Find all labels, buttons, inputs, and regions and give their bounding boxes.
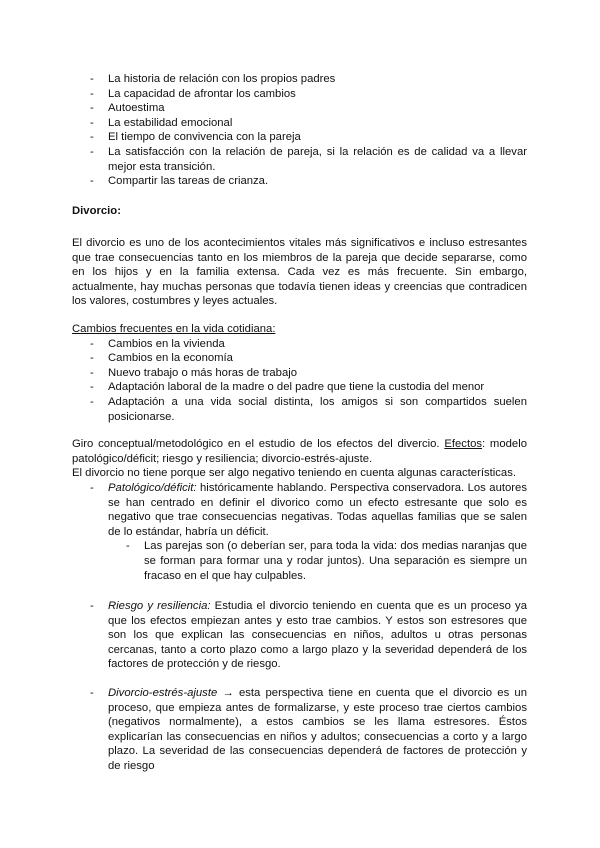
cambios-list: [72, 337, 527, 425]
top-list-block: [72, 72, 527, 189]
divorcio-heading: Divorcio:: [72, 205, 121, 217]
cambios-heading: Cambios frecuentes en la vida cotidiana:: [72, 323, 276, 335]
model-term: Divorcio-estrés-ajuste: [108, 687, 218, 699]
list-item: [72, 599, 527, 672]
list-item: - Las parejas son (o deberían ser, para toda la vida: dos medias naranjas que se forman para formar una y rodar juntos). Una separación es siempre un fracaso en el que hay culpables.: [72, 539, 527, 583]
list-item: - Nuevo trabajo o más horas de trabajo: [72, 366, 527, 381]
cambios-section: [72, 322, 527, 424]
divorcio-intro: El divorcio es uno de los acontecimientos vitales más significativos e incluso estresantes que trae consecuencias tanto en los miembros de la pareja que decide separarse, como en los hijos y en la familia extensa. Cada vez es más frecuente. Sin embargo, actualmente, hay muchas personas que todavía tienen ideas y creencias que contradicen los valores, costumbres y leyes actuales.: [72, 237, 527, 308]
model-list: [72, 686, 527, 774]
model-patologico: [72, 481, 527, 583]
model-list: [72, 481, 527, 539]
list-item: - La capacidad de afrontar los cambios: [72, 87, 527, 102]
giro-paragraph: [72, 437, 527, 466]
list-item: - Cambios en la vivienda: [72, 337, 527, 352]
giro-line2: El divorcio no tiene porque ser algo negativo teniendo en cuenta algunas características.: [72, 467, 516, 480]
list-item: - Compartir las tareas de crianza.: [72, 174, 527, 189]
model-text: históricamente hablando. Perspectiva conservadora. Los autores se han centrado en definir el divorico como un efecto estresante que solo es negativo que trae consecuencias negativas. Todas aquellas familias que se salen de lo estándar, habría un déficit.: [108, 482, 527, 538]
model-text: Estudia el divorcio teniendo en cuenta que es un proceso ya que los efectos empiezan antes y esto trae cambios. Y estos son estresores que son los que explican las consecuencias en niños, adultos u otras personas cercanas, tanto a corto plazo como a largo plazo y la severidad dependerá de los factores de protección y de riesgo.: [108, 600, 527, 671]
model-divorcio-estres: [72, 686, 527, 774]
model-term: Riesgo y resiliencia:: [108, 600, 211, 612]
giro-section: [72, 437, 527, 481]
list-item: - El tiempo de convivencia con la pareja: [72, 130, 527, 145]
model-list: [72, 599, 527, 672]
model-sublist: [72, 539, 527, 583]
list-item: - Cambios en la economía: [72, 351, 527, 366]
top-list: [72, 72, 527, 189]
giro-text: Giro conceptual/metodológico en el estudio de los efectos del divercio.: [72, 438, 445, 450]
list-item: - La satisfacción con la relación de pareja, si la relación es de calidad va a llevar mejor esta transición.: [72, 145, 527, 174]
list-item: - La estabilidad emocional: [72, 116, 527, 131]
model-term: Patológico/déficit:: [108, 482, 197, 494]
giro-text-cont: : modelo patológico/déficit; riesgo y resiliencia; divorcio-estrés-ajuste.: [72, 438, 527, 465]
list-item: - La historia de relación con los propios padres: [72, 72, 527, 87]
list-item: - Adaptación a una vida social distinta, los amigos si son compartidos suelen posicionarse.: [72, 395, 527, 424]
list-item: - Adaptación laboral de la madre o del padre que tiene la custodia del menor: [72, 380, 527, 395]
efectos-label: Efectos: [444, 438, 483, 450]
list-item: [72, 686, 527, 774]
model-text: → esta perspectiva tiene en cuenta que el divorcio es un proceso, que empieza antes de formalizarse, y este proceso trae ciertos cambios (negativos normalmente), a estos cambios se les llama estresores. Éstos explicarían las consecuencias en niños y adultos; consecuencias a corto y a largo plazo. La severidad de las consecuencias dependerá de factores de protección y de riesgo: [108, 687, 527, 772]
model-riesgo: [72, 599, 527, 672]
list-item: - Autoestima: [72, 101, 527, 116]
list-item: [72, 481, 527, 539]
